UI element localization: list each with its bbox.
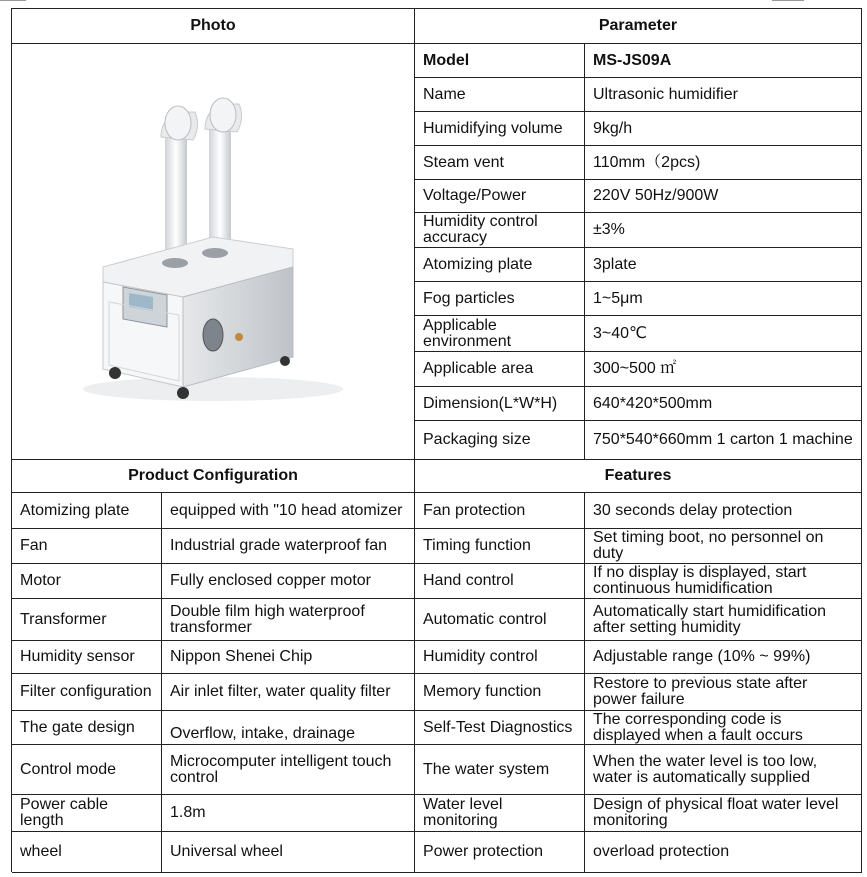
humidifier-product-image [63,97,363,407]
feature-label: Water level monitoring [415,795,585,832]
param-label: Voltage/Power [415,180,585,213]
param-label: Fog particles [415,282,585,316]
feature-label: Power protection [415,832,585,873]
wheel-icon [109,367,121,379]
config-value: Overflow, intake, drainage [162,711,415,745]
config-label: Power cable length [12,795,162,832]
param-label: Name [415,78,585,112]
config-label: Filter configuration [12,674,162,711]
spec-sheet-table [11,8,862,872]
config-value: 1.8m [162,795,415,832]
config-value: equipped with "10 head atomizer [162,493,415,529]
top-edge-mark [772,0,804,1]
config-value: Microcomputer intelligent touch control [162,745,415,795]
config-value: Fully enclosed copper motor [162,564,415,599]
config-value: Air inlet filter, water quality filter [162,674,415,711]
param-value: 750*540*660mm 1 carton 1 machine [585,421,862,460]
config-label: Atomizing plate [12,493,162,529]
feature-value: If no display is displayed, start continuous humidification [585,564,862,599]
feature-label: Self-Test Diagnostics [415,711,585,745]
config-label: The gate design [12,711,162,745]
feature-label: Humidity control [415,641,585,674]
param-label: Applicable environment [415,316,585,352]
param-label: Humidifying volume [415,112,585,146]
feature-value: 30 seconds delay protection [585,493,862,529]
config-value: Universal wheel [162,832,415,873]
feature-label: The water system [415,745,585,795]
feature-value: When the water level is too low, water is automatically supplied [585,745,862,795]
param-label: Steam vent [415,146,585,180]
param-value: ±3% [585,213,862,248]
feature-label: Automatic control [415,599,585,641]
configuration-header: Product Configuration [12,460,415,493]
param-value: 300~500 ㎡ [585,352,862,387]
config-label: wheel [12,832,162,873]
config-label: Fan [12,529,162,564]
feature-value: Adjustable range (10% ~ 99%) [585,641,862,674]
param-value: 1~5μm [585,282,862,316]
parameter-header: Parameter [415,9,862,44]
config-label: Control mode [12,745,162,795]
param-value: MS-JS09A [585,44,862,78]
param-value: 3plate [585,248,862,282]
feature-value: The corresponding code is displayed when a fault occurs [585,711,862,745]
param-value: Ultrasonic humidifier [585,78,862,112]
config-label: Humidity sensor [12,641,162,674]
feature-label: Memory function [415,674,585,711]
config-label: Motor [12,564,162,599]
feature-value: Design of physical float water level monitoring [585,795,862,832]
feature-label: Timing function [415,529,585,564]
param-label: Dimension(L*W*H) [415,387,585,421]
product-photo-cell [12,44,415,460]
feature-label: Hand control [415,564,585,599]
param-label: Humidity control accuracy [415,213,585,248]
config-value: Industrial grade waterproof fan [162,529,415,564]
wheel-icon [280,356,290,366]
param-value: 9kg/h [585,112,862,146]
param-value: 3~40℃ [585,316,862,352]
photo-header: Photo [12,9,415,44]
param-label: Applicable area [415,352,585,387]
param-value: 220V 50Hz/900W [585,180,862,213]
config-value: Double film high waterproof transformer [162,599,415,641]
top-edge-mark [0,0,26,1]
feature-label: Fan protection [415,493,585,529]
param-label: Packaging size [415,421,585,460]
feature-value: Set timing boot, no personnel on duty [585,529,862,564]
param-value: 110mm（2pcs) [585,146,862,180]
param-label: Model [415,44,585,78]
wheel-icon [177,387,189,399]
param-value: 640*420*500mm [585,387,862,421]
features-header: Features [415,460,862,493]
feature-value: Restore to previous state after power failure [585,674,862,711]
config-value: Nippon Shenei Chip [162,641,415,674]
feature-value: Automatically start humidification after setting humidity [585,599,862,641]
feature-value: overload protection [585,832,862,873]
config-label: Transformer [12,599,162,641]
param-label: Atomizing plate [415,248,585,282]
